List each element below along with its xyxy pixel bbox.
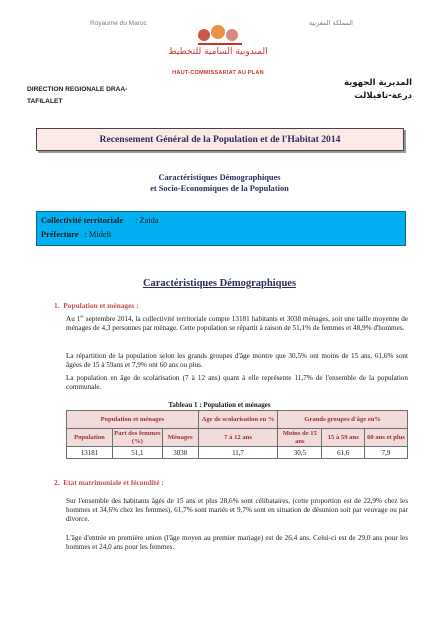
section-1-paragraph-1 [66, 315, 408, 333]
section-1-paragraph-3: La population en âge de scolarisation (7 à 12 ans) quant à elle représente 11,7% de l'ensemble de la population communale. [66, 374, 408, 392]
section-title: Caractéristiques Démographiques [142, 278, 297, 289]
direction-fr-line1: DIRECTION REGIONALE DRAA- [27, 86, 128, 93]
table-caption: Tableau 1 : Population et ménages [168, 401, 271, 409]
section-2-heading-text: Etat matrimoniale et fécondité : [63, 478, 164, 487]
direction-regionale-fr [27, 84, 127, 108]
section-1-heading-text: Population et ménages : [63, 301, 139, 310]
col-menages: Ménages [162, 429, 198, 447]
document-subtitle [0, 173, 439, 194]
prefecture-row [41, 229, 111, 240]
col-7-12: 7 à 12 ans [198, 429, 278, 447]
cell-menages: 3038 [162, 447, 198, 459]
cell-population: 13181 [67, 447, 113, 459]
collectivite-value: : Zaida [135, 216, 159, 225]
logo-text-ar: المندوبية السامية للتخطيط [168, 47, 268, 57]
document-title: Recensement Général de la Population et de l'Habitat 2014 [36, 128, 404, 151]
section-1-paragraph-2: La répartition de la population selon les grands groupes d'âge montre que 30,5% ont moins de 15 ans, 61,6% sont âgées de 15 à 59ans et 7,9% ont 60 ans ou plus. [66, 352, 408, 370]
col-60-plus: 60 ans et plus [365, 429, 408, 447]
direction-regionale-ar [344, 77, 412, 103]
cell-moins15: 30,5 [278, 447, 322, 459]
collectivite-box [36, 211, 406, 246]
section-1-heading [54, 301, 139, 310]
section-1-number: 1. [54, 301, 60, 310]
header-grands-groupes: Grands groupes d'âge en% [278, 411, 408, 429]
col-population: Population [67, 429, 113, 447]
direction-ar-line2: درعة-تافيلالت [354, 91, 412, 101]
direction-fr-line2: TAFILALET [27, 98, 63, 105]
p1-sup: er [80, 313, 84, 319]
subtitle-line1: Caractéristiques Démographiques [158, 173, 281, 182]
prefecture-value: : Midelt [84, 230, 112, 239]
col-moins-15: Moins de 15 ans [278, 429, 322, 447]
collectivite-row [41, 215, 159, 226]
cell-scol: 11,7 [198, 447, 278, 459]
kingdom-label-fr: Royaume du Maroc [90, 20, 147, 27]
logo-text-fr: HAUT-COMMISSARIAT AU PLAN [172, 70, 264, 76]
direction-ar-line1: المديرية الجهوية [343, 78, 412, 88]
cell-femmes: 51,1 [112, 447, 162, 459]
section-2-paragraph-1: Sur l'ensemble des habitants âgés de 15 ans et plus 28,6% sont célibataires, (cette proportion est de 22,9% chez les hommes et 34,6% chez les femmes), 61,7% sont mariés et 9,7% sont en situation de désunion soit par veuvage ou par divorce. [66, 497, 408, 524]
cell-15-59: 61,6 [322, 447, 365, 459]
header-population-menages: Population et ménages [67, 411, 199, 429]
cell-60: 7,9 [365, 447, 408, 459]
section-2-paragraph-2: L'âge d'entrée en première union (l'âge moyen au premier mariage) est de 26,4 ans. Celui-ci est de 29,0 ans pour les hommes et 24,0 ans pour les femmes. [66, 534, 408, 552]
col-part-femmes: Part des femmes (%) [114, 430, 161, 445]
col-15-59: 15 à 59 ans [322, 429, 365, 447]
subtitle-line2: et Socio-Economiques de la Population [150, 183, 289, 193]
section-2-heading [54, 478, 164, 487]
p1-prefix: Au 1 [66, 315, 81, 323]
prefecture-label: Préfecture [41, 230, 79, 239]
population-table [66, 410, 408, 459]
hcp-logo-icon [190, 20, 250, 50]
header-age-scolarisation: Age de scolarisation en % [198, 411, 278, 429]
collectivite-label: Collectivité territoriale [41, 216, 124, 225]
kingdom-label-ar: المملكة المغربية [308, 19, 353, 27]
p1-body: septembre 2014, la collectivité territoriale compte 13181 habitants et 3038 ménages, soit une taille moyenne de ménages de 4,3 personnes par ménage. Cette population se répartit à raison de 51,1% de femmes et 48,9% d'hommes. [66, 315, 408, 333]
table-row [67, 447, 408, 459]
section-2-number: 2. [54, 478, 60, 487]
